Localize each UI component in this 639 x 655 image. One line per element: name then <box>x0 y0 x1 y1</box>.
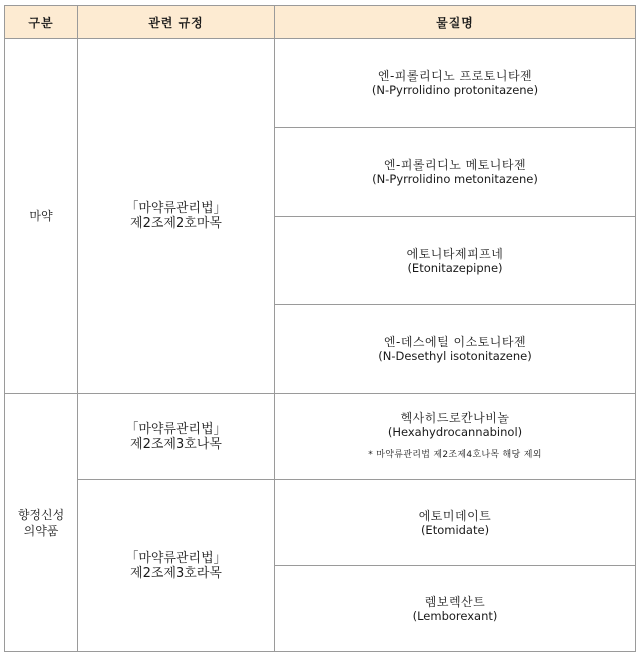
substance-english: (N-Desethyl isotonitazene) <box>378 349 532 363</box>
substance-name: 헥사히드로칸나비놀 <box>400 411 510 425</box>
header-category: 구분 <box>5 6 78 39</box>
substance-english: (N-Pyrrolidino metonitazene) <box>372 172 538 186</box>
substance-name: 엔-피롤리디노 프로토니타젠 <box>377 69 533 83</box>
substance-cell <box>275 39 636 128</box>
substance-name: 에토미데이트 <box>418 508 492 523</box>
substance-name: 렘보렉산트 <box>424 594 486 609</box>
substance-english: (Lemborexant) <box>412 608 498 623</box>
substance-table <box>4 5 636 652</box>
regulation-cell <box>78 39 275 394</box>
substance-english: (Etomidate) <box>420 522 490 537</box>
substance-cell <box>275 480 636 566</box>
regulation-article: 제2조제2호마목 <box>130 216 222 231</box>
substance-cell <box>275 305 636 394</box>
table-row <box>5 394 636 480</box>
substance-cell <box>275 128 636 217</box>
substance-english: (N-Pyrrolidino protonitazene) <box>371 83 539 97</box>
category-cell-narcotics: 마약 <box>5 39 78 394</box>
substance-cell <box>275 217 636 305</box>
category-line-2: 의약품 <box>23 523 59 538</box>
regulation-article: 제2조제3호나목 <box>130 436 222 452</box>
regulation-cell <box>78 480 275 652</box>
header-regulation: 관련 규정 <box>78 6 275 39</box>
regulation-cell <box>78 394 275 480</box>
substance-cell <box>275 394 636 480</box>
regulation-law: 「마약류관리법」 <box>125 550 227 566</box>
regulation-law: 「마약류관리법」 <box>125 201 227 216</box>
table-header-row <box>5 6 636 39</box>
substance-name: 엔-피롤리디노 메토니타젠 <box>383 158 527 172</box>
substance-cell <box>275 566 636 652</box>
substance-name: 에토니타제피프네 <box>406 246 504 261</box>
header-substance: 물질명 <box>275 6 636 39</box>
regulation-law: 「마약류관리법」 <box>125 421 227 437</box>
substance-english: (Hexahydrocannabinol) <box>387 425 523 439</box>
table-row <box>5 39 636 128</box>
regulation-article: 제2조제3호라목 <box>130 565 222 581</box>
substance-note: * 마약류관리법 제2조제4호나목 해당 제외 <box>368 450 542 460</box>
substance-english: (Etonitazepipne) <box>407 260 503 275</box>
category-cell-psychotropic <box>5 394 78 652</box>
category-line-1: 향정신성 <box>17 507 65 522</box>
substance-name: 엔-데스에틸 이소토니타젠 <box>383 335 527 349</box>
table-row <box>5 480 636 566</box>
